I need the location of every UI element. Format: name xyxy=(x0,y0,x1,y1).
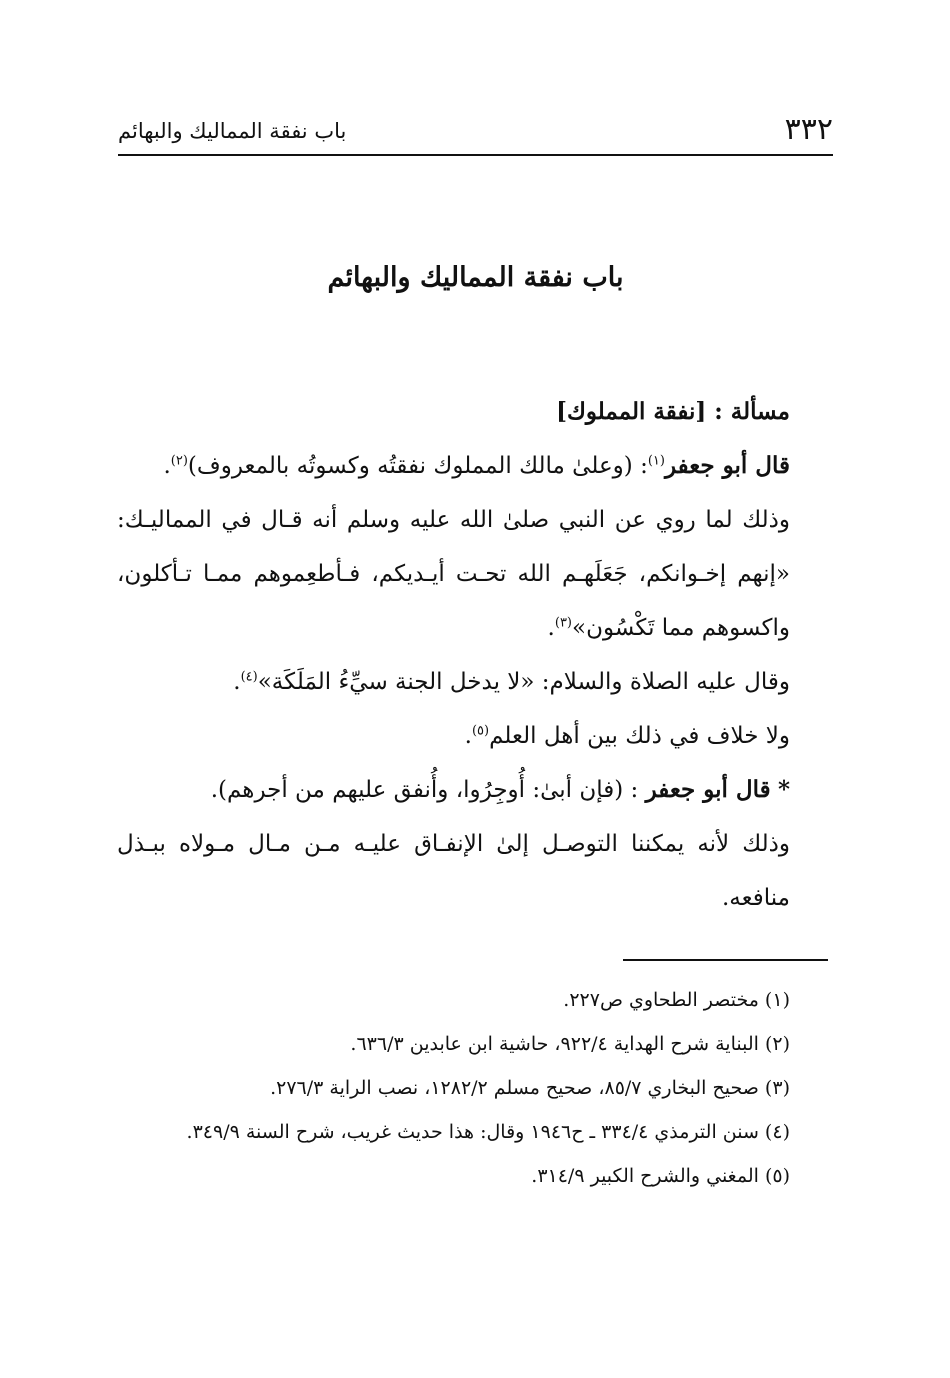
footnote-ref-5[interactable]: (٥) xyxy=(471,723,490,739)
footnote-ref-3[interactable]: (٣) xyxy=(554,615,572,631)
paragraph-4-end: . xyxy=(464,723,472,749)
paragraph-1 xyxy=(117,439,832,493)
footnote-ref-2[interactable]: (٢) xyxy=(170,453,188,469)
paragraph-1-text: : (وعلىٰ مالك المملوك نفقتُه وكسوتُه بالمعروف) xyxy=(187,453,648,479)
paragraph-2 xyxy=(117,493,832,655)
paragraph-4-text: ولا خلاف في ذلك بين أهل العلم xyxy=(489,723,790,749)
footnote-divider xyxy=(623,959,828,961)
footnotes xyxy=(117,978,832,1198)
main-text xyxy=(117,385,832,925)
star-icon: * xyxy=(777,776,790,803)
footnote-5: (٥) المغني والشرح الكبير ٣١٤/٩. xyxy=(531,1165,790,1187)
footnote-ref-1[interactable]: (١) xyxy=(647,453,665,469)
paragraph-6: وذلك لأنه يمكننا التوصـل إلىٰ الإنفـاق عليـه مـن مـال مـولاه ببـذل منافعه. xyxy=(117,831,790,911)
paragraph-4 xyxy=(117,709,832,763)
running-title: باب نفقة المماليك والبهائم xyxy=(118,119,347,143)
paragraph-3 xyxy=(117,655,832,709)
issue-heading: مسألة : [نفقة المملوك] xyxy=(556,398,790,425)
paragraph-1-end: . xyxy=(163,453,171,479)
speaker-name: قال أبو جعفر xyxy=(645,776,771,803)
running-header xyxy=(118,110,833,156)
chapter-title: باب نفقة المماليك والبهائم xyxy=(327,262,624,293)
footnote-ref-4[interactable]: (٤) xyxy=(240,669,258,685)
footnote-1: (١) مختصر الطحاوي ص٢٢٧. xyxy=(563,989,790,1011)
footnote-3: (٣) صحيح البخاري ٨٥/٧، صحيح مسلم ١٢٨٢/٢، نصب الراية ٢٧٦/٣. xyxy=(270,1077,790,1099)
paragraph-3-text: وقال عليه الصلاة والسلام: «لا يدخل الجنة سيِّءُ المَلَكَة» xyxy=(257,669,790,695)
page-number: ٣٣٢ xyxy=(784,112,833,147)
footnote-4: (٤) سنن الترمذي ٣٣٤/٤ ـ ح١٩٤٦ وقال: هذا حديث غريب، شرح السنة ٣٤٩/٩. xyxy=(186,1121,790,1143)
paragraph-3-end: . xyxy=(233,669,241,695)
paragraph-5 xyxy=(117,763,832,817)
paragraph-2-text: وذلك لما روي عن النبي صلىٰ الله عليه وسلم أنه قـال في المماليـك: «إنهم إخـوانكم، جَعَلَهـم الله تحـت أيـديكم، فـأطعِموهم ممـا تـأكلون، واكسوهم مما تَكْسُون» xyxy=(117,507,790,641)
footnote-2: (٢) البناية شرح الهداية ٩٢٢/٤، حاشية ابن عابدين ٦٣٦/٣. xyxy=(350,1033,790,1055)
speaker-name: قال أبو جعفر xyxy=(664,452,790,479)
paragraph-2-end: . xyxy=(547,615,555,641)
paragraph-5-text: : (فإن أبىٰ: أُوجِرُوا، وأُنفق عليهم من أجرهم). xyxy=(210,777,639,803)
